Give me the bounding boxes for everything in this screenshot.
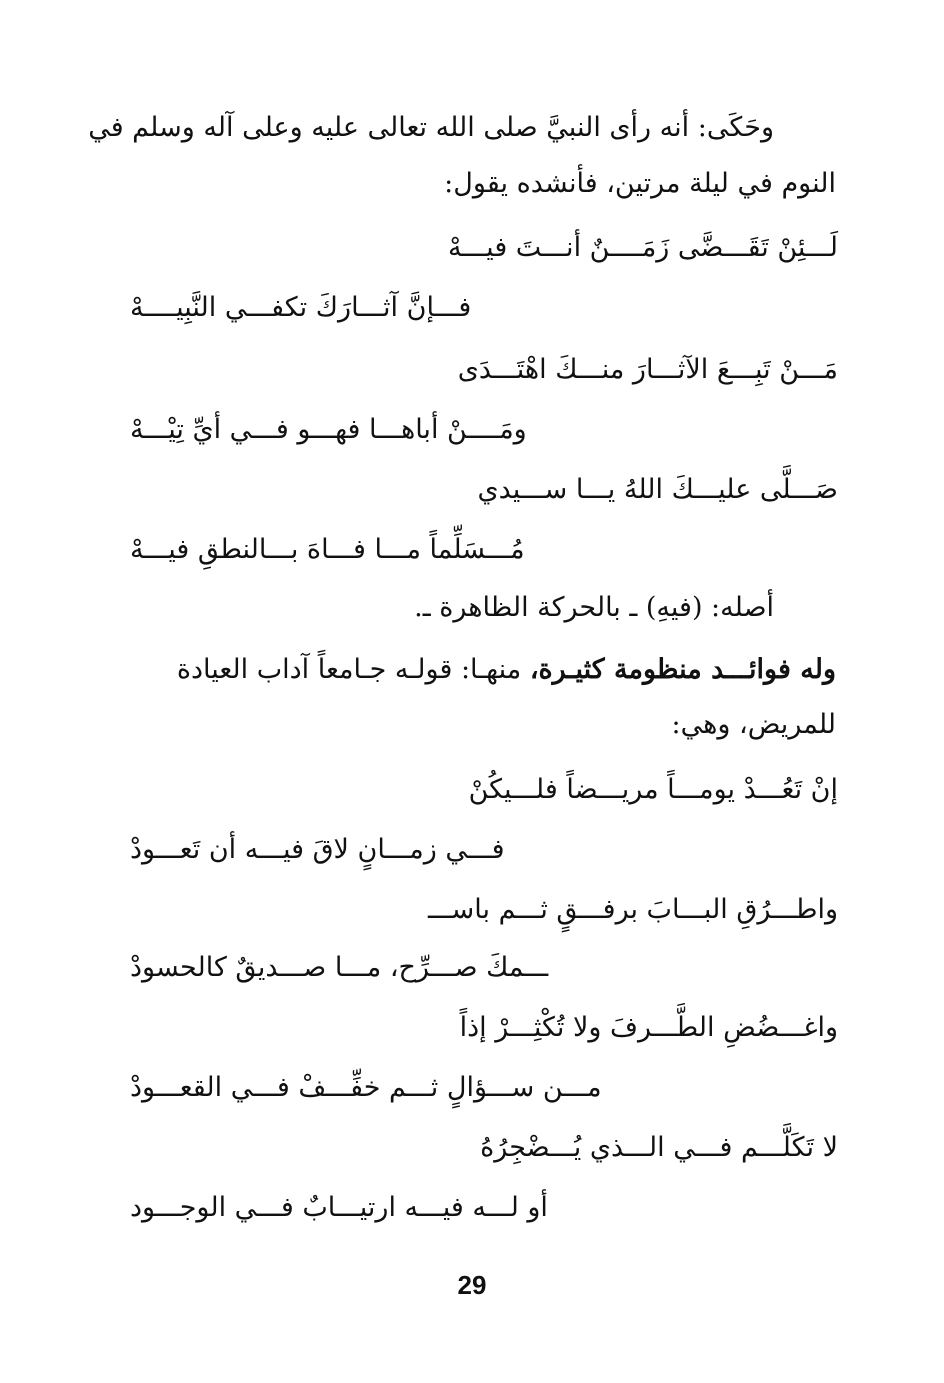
poem-1-verse-5: صَـــلَّى عليـــكَ اللهُ يـــا ســـيدي xyxy=(477,474,838,505)
poem-2-verse-1: إنْ تَعُـــدْ يومـــاً مريـــضاً فلـــيكُنْ xyxy=(468,774,838,805)
poem-1-verse-2: فـــإنَّ آثـــارَكَ تكفـــي النَّبِيــــهْ xyxy=(130,292,472,323)
paragraph-2-bold-lead: وله فوائـــد منظومة كثيـرة، xyxy=(529,654,836,685)
poem-2-verse-5: واغـــضُضِ الطَّـــرفَ ولا تُكْثِـــرْ إذاً xyxy=(459,1012,838,1043)
poem-2-verse-2: فـــي زمـــانٍ لاقَ فيـــه أن تَعـــودْ xyxy=(130,834,505,865)
poem-1-verse-6: مُـــسَلِّماً مـــا فـــاهَ بـــالنطقِ فيـــهْ xyxy=(130,534,525,565)
poem-2-verse-4: ـــمكَ صـــرِّح، مـــا صـــديقٌ كالحسودْ xyxy=(130,952,549,983)
paragraph-1-line-2: النوم في ليلة مرتين، فأنشده يقول: xyxy=(444,168,836,199)
paragraph-2-line-1-rest: منهـا: قولـه جـامعاً آداب العيادة xyxy=(176,654,530,685)
poem-2-verse-8: أو لـــه فيـــه ارتيـــابٌ فـــي الوجـــود xyxy=(130,1192,548,1223)
footnote-remark: أصله: (فيهِ) ـ بالحركة الظاهرة ـ. xyxy=(414,592,774,623)
paragraph-2-line-1 xyxy=(128,650,836,690)
paragraph-2-line-2: للمريض، وهي: xyxy=(671,709,836,740)
paragraph-1-line-1: وحَكَى: أنه رأى النبيَّ صلى الله تعالى عليه وعلى آله وسلم في xyxy=(88,112,774,143)
page-number: 29 xyxy=(457,1270,487,1300)
poem-1-verse-4: ومَــــنْ أباهـــا فهـــو فـــي أيِّ تِيْـــهْ xyxy=(130,414,527,445)
poem-2-verse-7: لا تَكَلَّـــم فـــي الـــذي يُـــضْجِرُهُ xyxy=(480,1132,838,1163)
poem-1-verse-1: لَـــئِنْ تَقَـــضَّى زَمَــــنٌ أنـــتَ فيـــهْ xyxy=(447,232,838,263)
poem-1-verse-3: مَـــنْ تَبِـــعَ الآثـــارَ منـــكَ اهْتَـــدَى xyxy=(457,354,838,385)
poem-2-verse-3: واطـــرُقِ البـــابَ برفـــقٍ ثـــم باســـ xyxy=(427,894,838,925)
poem-2-verse-6: مـــن ســـؤالٍ ثـــم خفِّـــفْ فـــي القعـــودْ xyxy=(130,1072,602,1103)
